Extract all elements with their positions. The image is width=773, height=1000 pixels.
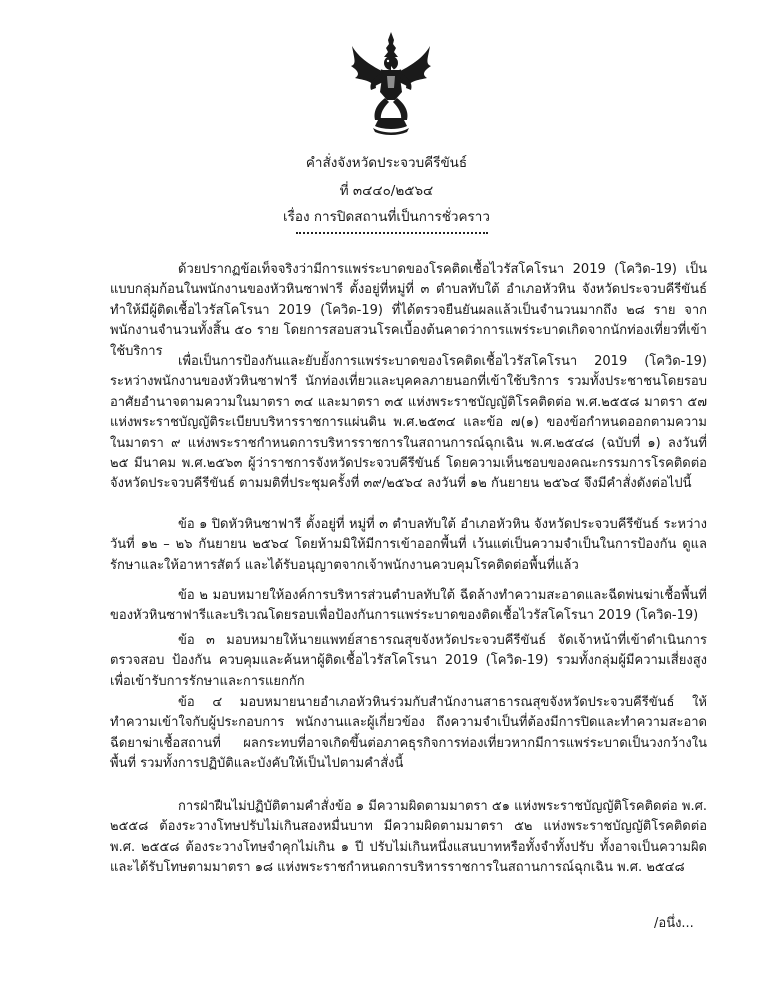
order-title: คำสั่งจังหวัดประจวบคีรีขันธ์: [305, 155, 468, 171]
paragraph-authority: เพื่อเป็นการป้องกันและยับยั้งการแพร่ระบาดของโรคติดเชื้อไวรัสโคโรนา 2019 (โควิด-19) ระหว่างพนักงานของหัวหินซาฟารี นักท่องเที่ยวและบุคคลภายนอกที่เข้าใช้บริการ รวมทั้งประชาชนโดยรอบ อาศัยอำนาจตามความในมาตรา ๓๔ และมาตรา ๓๕ แห่งพระราชบัญญัติโรคติดต่อ พ.ศ.๒๕๕๘ มาตรา ๕๗ แห่งพระราชบัญญัติระเบียบบริหารราชการแผ่นดิน พ.ศ.๒๕๓๔ และข้อ ๗(๑) ของข้อกำหนดออกตามความในมาตรา ๙ แห่งพระราชกำหนดการบริหารราชการในสถานการณ์ฉุกเฉิน พ.ศ.๒๕๔๘ (ฉบับที่ ๑) ลงวันที่ ๒๕ มีนาคม พ.ศ.๒๕๖๓ ผู้ว่าราชการจังหวัดประจวบคีรีขันธ์ โดยความเห็นชอบของคณะกรรมการโรคติดต่อจังหวัดประจวบคีรีขันธ์ ตามมติที่ประชุมครั้งที่ ๓๙/๒๕๖๔ ลงวันที่ ๑๒ กันยายน ๒๕๖๔ จึงมีคำสั่งดังต่อไปนี้: [110, 354, 707, 492]
paragraph-clause-4: ข้อ ๔ มอบหมายนายอำเภอหัวหินร่วมกับสำนักงานสาธารณสุขจังหวัดประจวบคีรีขันธ์ ให้ทำความเข้าใจกับผู้ประกอบการ พนักงานและผู้เกี่ยวข้อง ถึงความจำเป็นที่ต้องมีการปิดและทำความสะอาดฉีดยาฆ่าเชื้อสถานที่ ผลกระทบที่อาจเกิดขึ้นต่อภาคธุรกิจการท่องเที่ยวหากมีการแพร่ระบาดเป็นวงกว้างในพื้นที่ รวมทั้งการปฏิบัติและบังคับให้เป็นไปตามคำสั่งนี้: [110, 695, 707, 772]
paragraph-penalty: การฝ่าฝืนไม่ปฏิบัติตามคำสั่งข้อ ๑ มีความผิดตามมาตรา ๕๑ แห่งพระราชบัญญัติโรคติดต่อ พ.ศ. ๒๕๕๘ ต้องระวางโทษปรับไม่เกินสองหมื่นบาท มีความผิดตามมาตรา ๕๒ แห่งพระราชบัญญัติโรคติดต่อ พ.ศ. ๒๕๕๘ ต้องระวางโทษจำคุกไม่เกิน ๑ ปี ปรับไม่เกินหนึ่งแสนบาทหรือทั้งจำทั้งปรับ ทั้งอาจเป็นความผิดและได้รับโทษตามมาตรา ๑๘ แห่งพระราชกำหนดการบริหารราชการในสถานการณ์ฉุกเฉิน พ.ศ. ๒๕๔๘: [110, 799, 707, 876]
order-number: ที่ ๓๔๔๐/๒๕๖๔: [339, 183, 434, 199]
continued-marker: /อนึ่ง...: [654, 916, 694, 931]
paragraph-clause-2: ข้อ ๒ มอบหมายให้องค์การบริหารส่วนตำบลทับใต้ ฉีดล้างทำความสะอาดและฉีดพ่นฆ่าเชื้อพื้นที่ของหัวหินซาฟารีและบริเวณโดยรอบเพื่อป้องกันการแพร่ระบาดของติดเชื้อไวรัสโคโรนา 2019 (โควิด-19): [110, 588, 707, 624]
garuda-emblem-icon: [349, 30, 433, 135]
paragraph-clause-1: ข้อ ๑ ปิดหัวหินซาฟารี ตั้งอยู่ที่ หมู่ที่ ๓ ตำบลทับใต้ อำเภอหัวหิน จังหวัดประจวบคีรีขันธ์ ระหว่างวันที่ ๑๒ – ๒๖ กันยายน ๒๕๖๔ โดยห้ามมิให้มีการเข้าออกพื้นที่ เว้นแต่เป็นความจำเป็นในการป้องกัน ดูแลรักษาและให้อาหารสัตว์ และได้รับอนุญาตจากเจ้าพนักงานควบคุมโรคติดต่อพื้นที่แล้ว: [110, 517, 707, 573]
order-subject: เรื่อง การปิดสถานที่เป็นการชั่วคราว: [283, 209, 490, 225]
paragraph-background: ด้วยปรากฏข้อเท็จจริงว่ามีการแพร่ระบาดของโรคติดเชื้อไวรัสโคโรนา 2019 (โควิด-19) เป็นแบบกลุ่มก้อนในพนักงานของหัวหินซาฟารี ตั้งอยู่ที่หมู่ที่ ๓ ตำบลทับใต้ อำเภอหัวหิน จังหวัดประจวบคีรีขันธ์ ทำให้มีผู้ติดเชื้อไวรัสโคโรนา 2019 (โควิด-19) ที่ได้ตรวจยืนยันผลแล้วเป็นจำนวนมากถึง ๒๘ ราย จากพนักงานจำนวนทั้งสิ้น ๕๐ ราย โดยการสอบสวนโรคเบื้องต้นคาดว่าการแพร่ระบาดเกิดจากนักท่องเที่ยวที่เข้าใช้บริการ: [110, 262, 707, 359]
paragraph-clause-3: ข้อ ๓ มอบหมายให้นายแพทย์สาธารณสุขจังหวัดประจวบคีรีขันธ์ จัดเจ้าหน้าที่เข้าดำเนินการตรวจสอบ ป้องกัน ควบคุมและค้นหาผู้ติดเชื้อไวรัสโคโรนา 2019 (โควิด-19) รวมทั้งกลุ่มผู้มีความเสี่ยงสูงเพื่อเข้ารับการรักษาและการแยกกัก: [110, 633, 707, 689]
dotted-divider: [296, 232, 488, 234]
